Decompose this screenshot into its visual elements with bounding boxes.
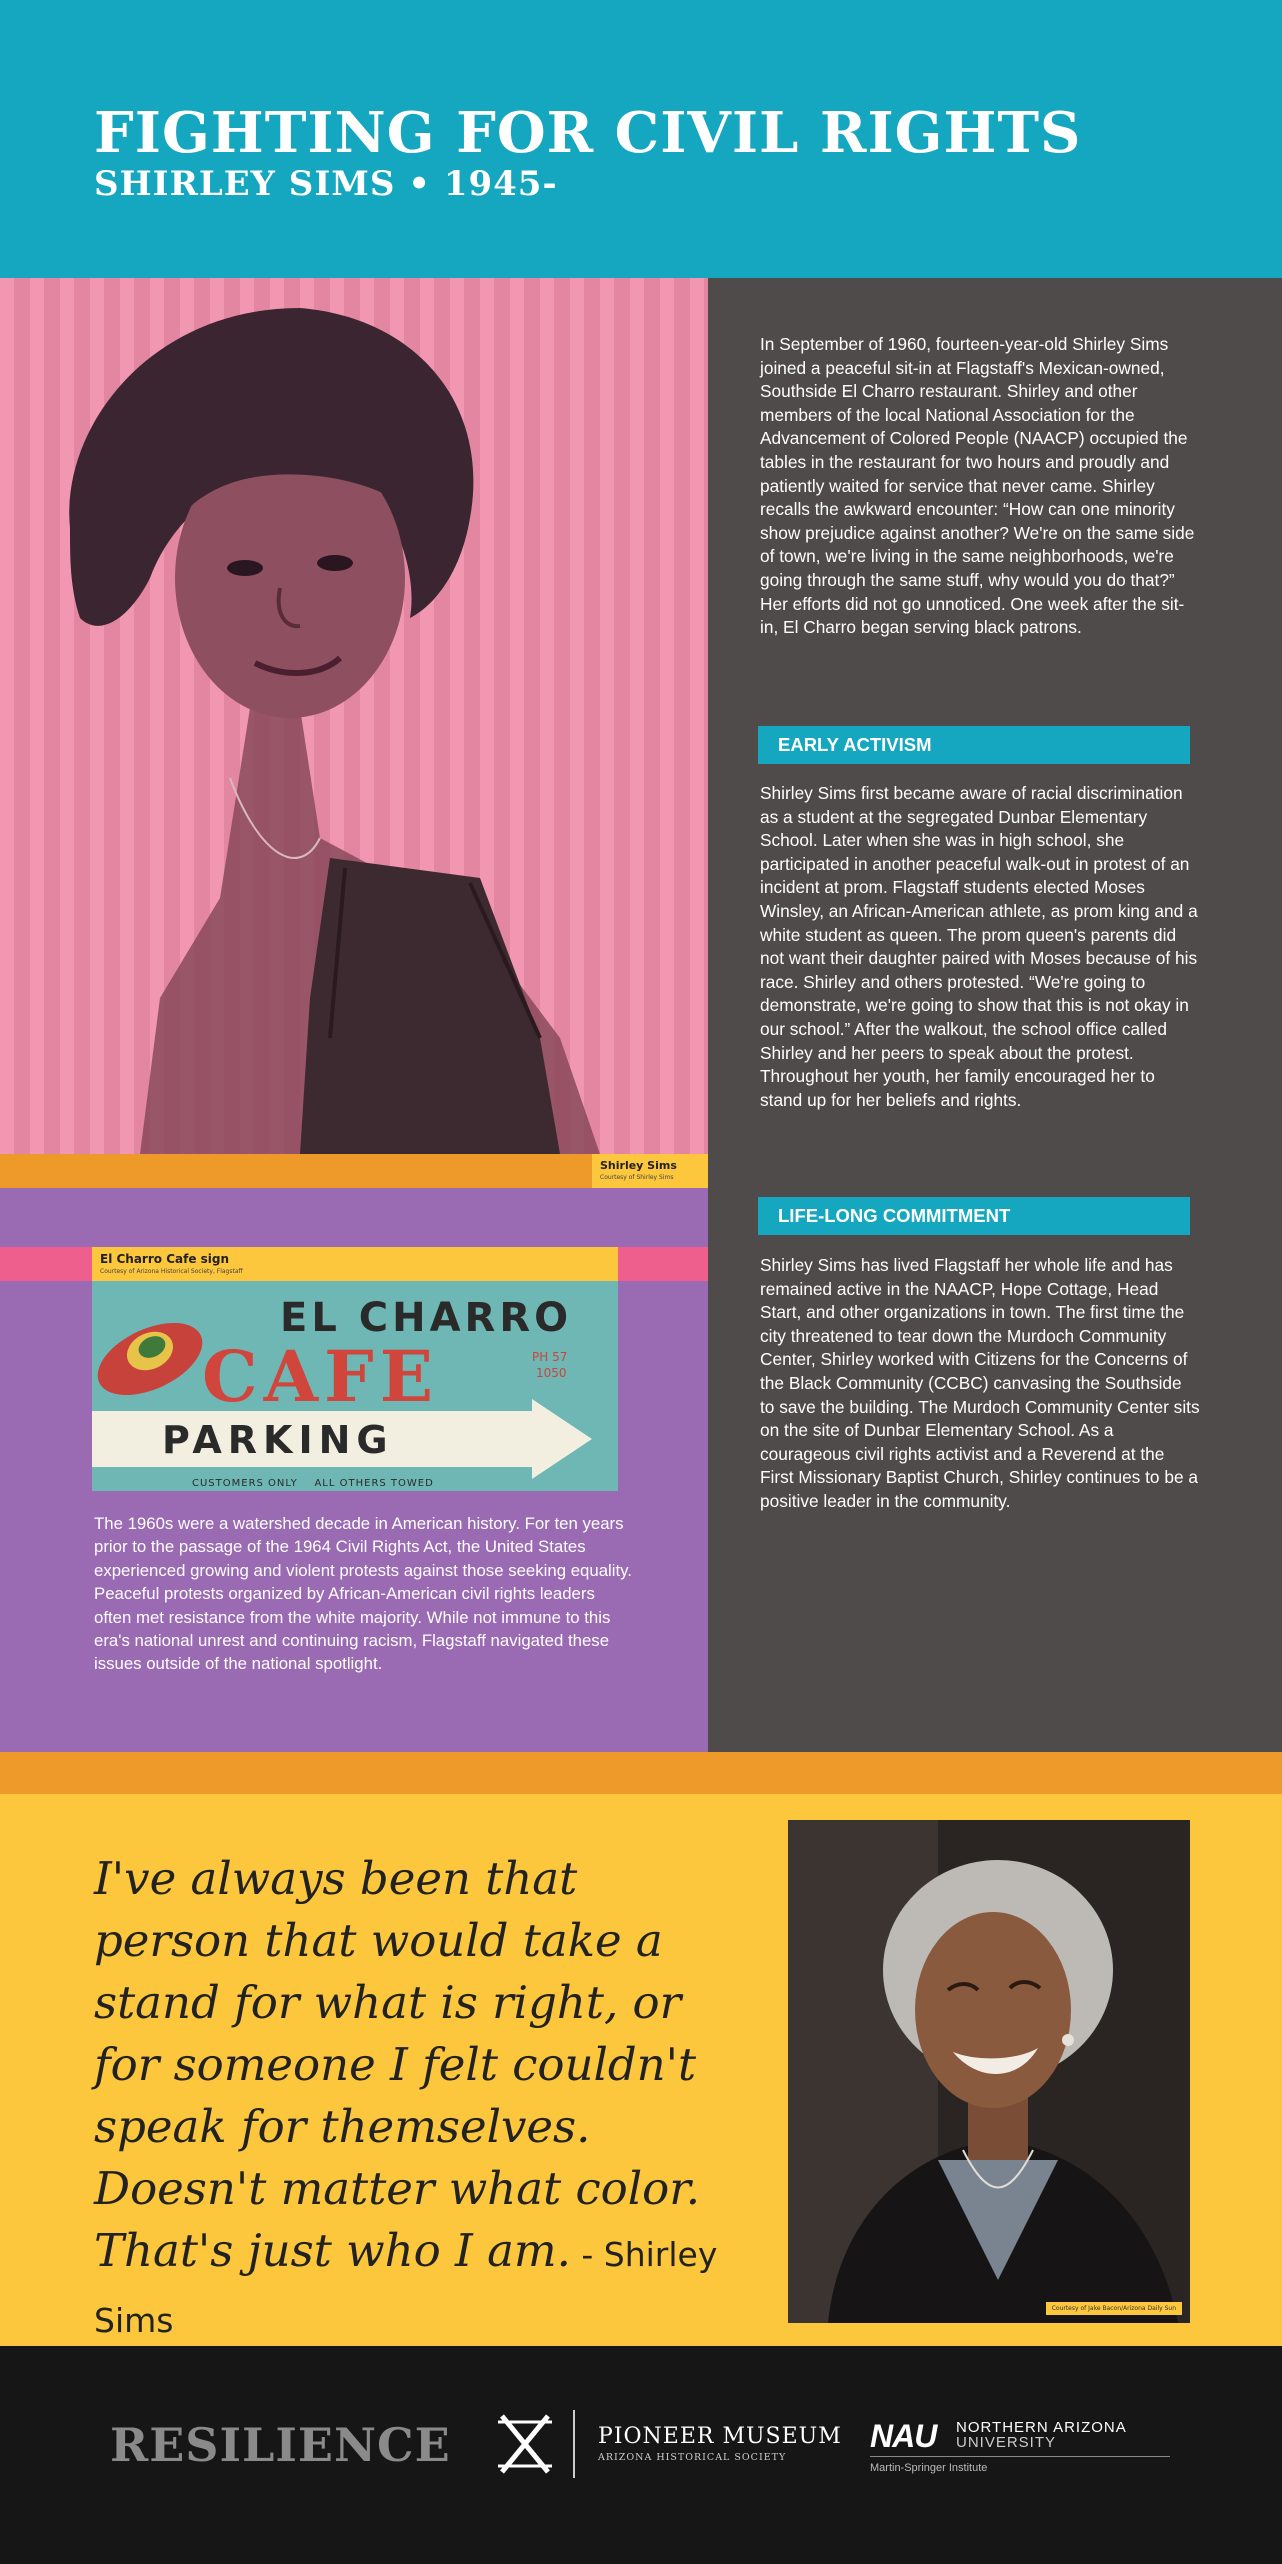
sign-caption-credit: Courtesy of Arizona Historical Society, Flagstaff: [100, 1268, 243, 1275]
series-title: RESILIENCE: [110, 2418, 451, 2472]
portrait-caption: [592, 1154, 708, 1188]
sign-line-1: EL CHARRO: [280, 1295, 573, 1341]
museum-name: PIONEER MUSEUM: [598, 2424, 842, 2449]
nau-logo: NAU: [870, 2418, 937, 2454]
header-banner: [0, 0, 1282, 278]
nau-divider: [870, 2456, 1170, 2457]
el-charro-sign-photo: [92, 1281, 618, 1491]
portrait-illustration: [0, 278, 708, 1154]
sign-caption-title: El Charro Cafe sign: [100, 1252, 230, 1266]
sign-line-3: PARKING: [162, 1418, 394, 1462]
page-title: FIGHTING FOR CIVIL RIGHTS: [94, 100, 1082, 166]
sign-caption: [92, 1247, 618, 1281]
pioneer-museum-logo-icon: [494, 2410, 556, 2482]
portrait-photo: [0, 278, 708, 1154]
intro-paragraph: In September of 1960, fourteen-year-old Shirley Sims joined a peaceful sit-in at Flagstaff's Mexican-owned, Southside El Charro restaurant. Shirley and other members of the local National Association for the Advancement of Colored People (NAACP) occupied the tables in the restaurant for two hours and proudly and patiently waited for service that never came. Shirley recalls the awkward encounter: “How can one minority show prejudice against another? We're on the same side of town, we're living in the same neighborhoods, we're going through the same stuff, why would you do that?” Her efforts did not go unnoticed. One week after the sit-in, El Charro began serving black patrons.: [760, 334, 1195, 638]
sign-phone-number: 1050: [536, 1366, 567, 1380]
quote-block: [94, 1848, 744, 2352]
quote-text: I've always been that person that would take a stand for what is right, or for someone I felt couldn't speak for themselves. Doesn't matter what color. That's just who I am.: [94, 1852, 701, 2277]
section-heading-life-long-commitment: LIFE-LONG COMMITMENT: [758, 1197, 1190, 1235]
quote-attribution: - Shirley Sims: [94, 2235, 718, 2340]
nau-name-line-2: UNIVERSITY: [956, 2434, 1057, 2451]
orange-band: [0, 1752, 1282, 1794]
nau-institute: Martin-Springer Institute: [870, 2462, 988, 2474]
museum-subtitle: ARIZONA HISTORICAL SOCIETY: [598, 2452, 787, 2463]
sign-line-4: CUSTOMERS ONLY ALL OTHERS TOWED: [192, 1478, 434, 1489]
recent-portrait-photo: [788, 1820, 1190, 2323]
sign-illustration: [92, 1281, 618, 1491]
portrait-caption-title: Shirley Sims: [600, 1159, 677, 1172]
section-body-life-long-commitment: Shirley Sims has lived Flagstaff her whole life and has remained active in the NAACP, Hope Cottage, Head Start, and other organizations in town. The first time the city threatened to tear down the Murdoch Community Center, Shirley worked with Citizens for the Concerns of the Black Community (CCBC) canvasing the Southside to save the building. The Murdoch Community Center sits on the site of Dunbar Elementary School. As a courageous civil rights activist and a Reverend at the First Missionary Baptist Church, Shirley continues to be a positive leader in the community.: [760, 1255, 1200, 1511]
section-heading-early-activism: EARLY ACTIVISM: [758, 726, 1190, 764]
sign-phone-label: PH 57: [532, 1350, 568, 1364]
context-paragraph: The 1960s were a watershed decade in American history. For ten years prior to the passage of the 1964 Civil Rights Act, the United States experienced growing and violent protests against those seeking equality. Peaceful protests organized by African-American civil rights leaders often met resistance from the white majority. While not immune to this era's national unrest and continuing racism, Flagstaff navigated these issues outside of the national spotlight.: [94, 1514, 632, 1674]
nau-name: [956, 2420, 1127, 2450]
recent-portrait-illustration: [788, 1820, 1190, 2323]
sign-line-2: CAFE: [202, 1335, 440, 1418]
logo-divider: [573, 2410, 575, 2478]
page-subtitle: SHIRLEY SIMS • 1945-: [94, 164, 558, 204]
section-body-early-activism: Shirley Sims first became aware of racial discrimination as a student at the segregated Dunbar Elementary School. Later when she was in high school, she participated in another peaceful walk-out in protest of an incident at prom. Flagstaff students elected Moses Winsley, an African-American athlete, as prom king and a white student as queen. The prom queen's parents did not want their daughter paired with Moses because of his race. Shirley and others protested. “We're going to demonstrate, we're going to show that this is not okay in our school.” After the walkout, the school office called Shirley and her peers to speak about the protest. Throughout her youth, her family encouraged her to stand up for her beliefs and rights.: [760, 783, 1198, 1110]
nau-name-line-1: NORTHERN ARIZONA: [956, 2419, 1127, 2436]
portrait-caption-credit: Courtesy of Shirley Sims: [600, 1174, 674, 1181]
recent-portrait-credit: Courtesy of Jake Bacon/Arizona Daily Sun: [1046, 2302, 1182, 2315]
